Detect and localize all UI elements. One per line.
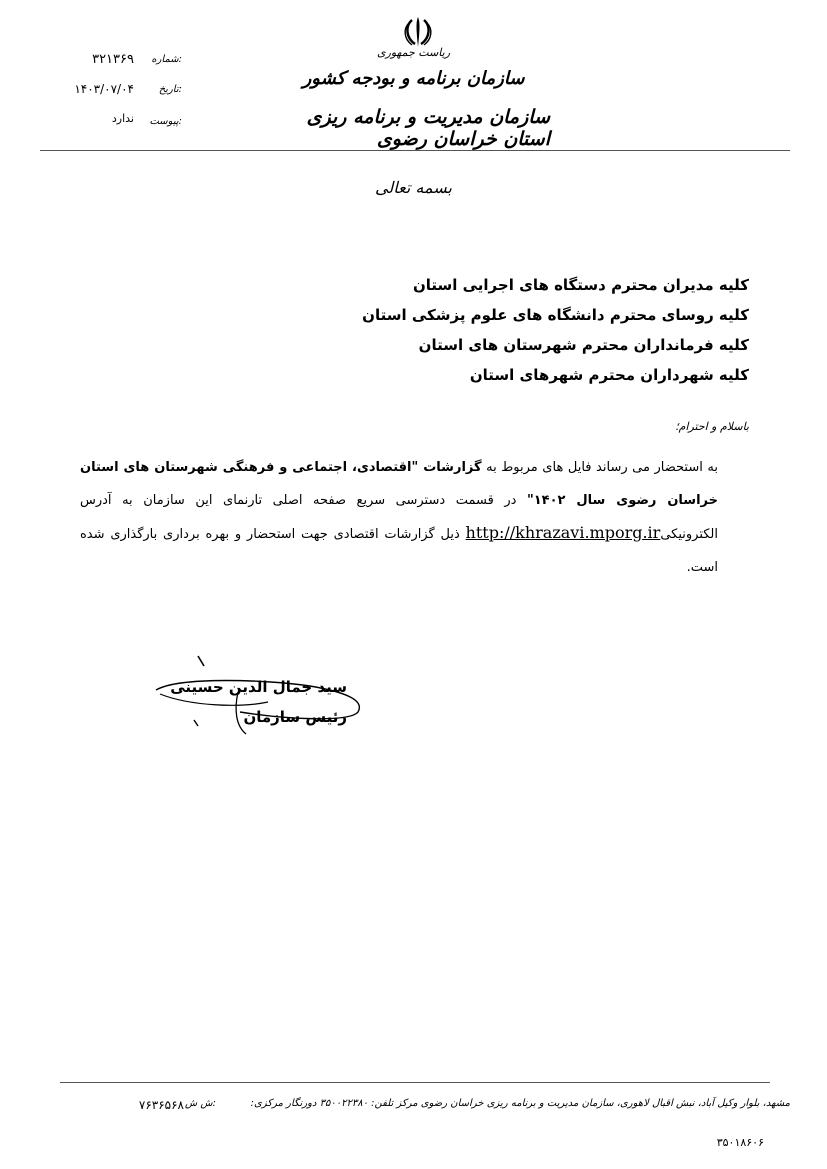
iran-emblem-icon [400, 14, 436, 50]
letter-date-value: ۱۴۰۳/۰۷/۰۴ [74, 82, 134, 96]
signer-title: رئیس سازمان [243, 708, 347, 726]
letter-body [80, 452, 718, 584]
postal-code-label: ش ش: [185, 1098, 216, 1109]
org-province-title: سازمان مدیریت و برنامه ریزی استان خراسان رضوی [306, 106, 550, 150]
org-budget-title: سازمان برنامه و بودجه کشور [302, 68, 525, 89]
recipient-line: کلیه مدیران محترم دستگاه های اجرایی استان [412, 276, 749, 294]
document-code: ۳۵۰۱۸۶۰۶ [716, 1136, 764, 1149]
letter-number-label: شماره: [151, 54, 182, 65]
recipient-line: کلیه روسای محترم دانشگاه های علوم پزشکی استان [362, 306, 749, 324]
body-text-part: به استحضار می رساند فایل های مربوط به [481, 460, 719, 475]
body-text-part: ذیل گزارشات اقتصادی جهت استحضار و بهره برداری بارگذاری شده است. [80, 527, 718, 575]
report-title: گزارشات "اقتصادی، اجتماعی و فرهنگی شهرستان های استان خراسان رضوی سال ۱۴۰۲" [80, 460, 718, 508]
website-link[interactable]: http://khrazavi.mporg.ir [465, 523, 661, 542]
attachment-value: ندارد [111, 112, 134, 125]
invocation: بسمه تعالی [375, 178, 452, 197]
letter-date-label: تاریخ: [158, 84, 182, 95]
header-divider [40, 150, 790, 151]
body-text-part: در قسمت دسترسی سریع صفحه اصلی تارنمای این سازمان به آدرس الکترونیکی [80, 492, 718, 542]
salutation: باسلام و احترام؛ [675, 420, 749, 433]
footer-address: مشهد، بلوار وکیل آباد، نبش اقبال لاهوری، سازمان مدیریت و برنامه ریزی خراسان رضوی مرکز تلفن: ۳۵۰۰۲۲۳۸۰ دورنگار مرکزی: [250, 1098, 790, 1109]
footer-divider [60, 1082, 770, 1083]
postal-code-value: ۷۶۳۶۵۶۸ [138, 1098, 184, 1112]
recipient-line: کلیه فرمانداران محترم شهرستان های استان [418, 336, 749, 354]
recipient-line: کلیه شهرداران محترم شهرهای استان [469, 366, 749, 384]
org-president: ریاست جمهوری [376, 46, 451, 59]
attachment-label: پیوست: [149, 116, 182, 127]
signer-name: سید جمال الدین حسینی [170, 678, 347, 696]
letter-number-value: ۳۲۱۳۶۹ [92, 52, 134, 67]
